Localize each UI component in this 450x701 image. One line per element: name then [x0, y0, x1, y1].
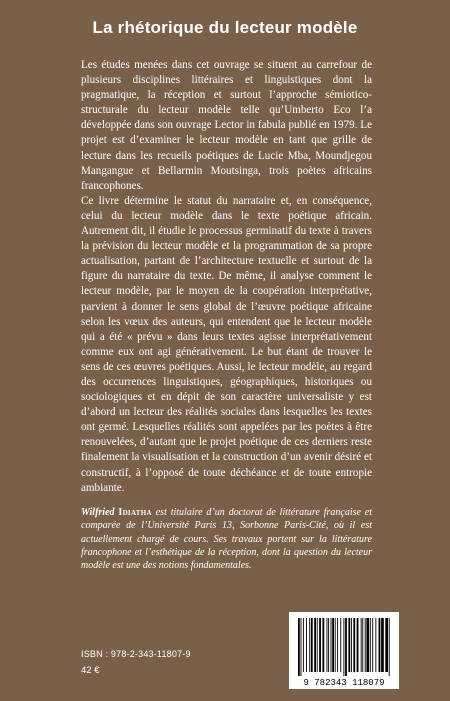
- barcode-bar: [362, 618, 363, 672]
- barcode-bar: [379, 618, 381, 672]
- isbn-label: ISBN : 978-2-343-11807-9: [81, 649, 191, 659]
- barcode-bar: [353, 618, 355, 672]
- author-last-name: Idiatha: [118, 507, 152, 518]
- barcode-bar: [322, 618, 324, 672]
- barcode-bar: [389, 618, 390, 676]
- barcode-bar: [365, 618, 366, 672]
- barcode-bar: [366, 618, 369, 672]
- author-bio: [81, 506, 372, 572]
- barcode-graphic: [289, 612, 399, 689]
- barcode-bar: [327, 618, 328, 672]
- author-bio-text: est titulaire d’un doctorat de littérature française et comparée de l’Université Paris 13, Sorbonne Paris-Cité, où il est actuellement chargé de cours. Ses travaux portent sur la littérature francophone et l’esthétique de la réception, dont la question du lecteur modèle est une des notions fondamentales.: [81, 507, 373, 572]
- barcode-bar: [375, 618, 376, 672]
- barcode-bar: [345, 618, 347, 676]
- barcode-bar: [301, 618, 302, 676]
- summary-paragraph: Ce livre détermine le statut du narrataire et, en conséquence, celui du lecteur modèle dans le texte poétique africain. Autrement dit, il étudie le processus germinatif du texte à travers la prévision du lecteur modèle et la programmation de sa propre actualisation, partant de l’architecture textuelle et surtout de la figure du narrataire du texte. De même, il analyse comment le lecteur modèle, par le moyen de la coopération interprétative, parvient à donner le sens global de l’œuvre poétique africaine selon les vœux des auteurs, qui entendent que le lecteur modèle qui a été « prévu » dans leurs textes agisse interprétativement comme eux ont agi générativement. Le but étant de trouver le sens de ces œuvres poétiques. Aussi, le lecteur modèle, au regard des occurrences linguistiques, géographiques, historiques ou sociologiques et en dépit de son caractère universaliste y est d’abord un lecteur des réalités sociales dans lesquelles les textes ont germé. Lesquelles réalités sont appelées par les poètes à être renouvelées, d’autant que le projet poétique de ces derniers reste finalement la visualisation et la construction d’un avenir désiré et constructif, à l’opposé de toute déchéance et de toute entropie ambiante.: [81, 194, 372, 494]
- barcode-bar: [311, 618, 313, 672]
- author-first-name: Wilfried: [81, 507, 115, 518]
- barcode-bar: [357, 618, 359, 672]
- barcode-bar: [314, 618, 316, 672]
- barcode-bar: [337, 618, 338, 672]
- barcode-bar: [298, 618, 300, 676]
- barcode-bar: [351, 618, 352, 672]
- summary-paragraph: Les études menées dans cet ouvrage se situent au carrefour de plusieurs disciplines littéraires et linguistiques dont la pragmatique, la réception et surtout l’approche sémiotico-structurale du lecteur modèle telle qu’Umberto Eco l’a développée dans son ouvrage Lector in fabula publié en 1979. Le projet est d’examiner le lecteur modèle en tant que grille de lecture dans les recueils poétiques de Lucie Mba, Moundjegou Mangangue et Bellarmin Moutsinga, trois poètes africains francophones.: [81, 59, 372, 192]
- price-label: 42 €: [81, 665, 100, 676]
- barcode-bar: [309, 618, 310, 672]
- barcode-bar: [370, 618, 371, 672]
- barcode-bar: [385, 618, 388, 672]
- barcode-bar: [306, 618, 307, 672]
- barcode-bar: [343, 618, 344, 676]
- book-title: La rhétorique du lecteur modèle: [92, 18, 358, 37]
- barcode-digits: 9 782343 118079: [303, 678, 385, 688]
- back-cover-summary: [81, 58, 372, 496]
- barcode-bar: [381, 618, 384, 672]
- barcode-bar: [332, 618, 334, 672]
- barcode-bar: [340, 618, 341, 672]
- barcode-bar: [317, 618, 318, 672]
- barcode-bar: [319, 618, 321, 672]
- barcode-bar: [361, 618, 362, 672]
- barcode-bar: [331, 618, 332, 672]
- barcode-bar: [303, 618, 304, 672]
- barcode-bar: [335, 618, 336, 672]
- barcode: [289, 612, 399, 689]
- barcode-bar: [372, 618, 373, 672]
- barcode-bar: [328, 618, 329, 672]
- barcode-bar: [348, 618, 350, 672]
